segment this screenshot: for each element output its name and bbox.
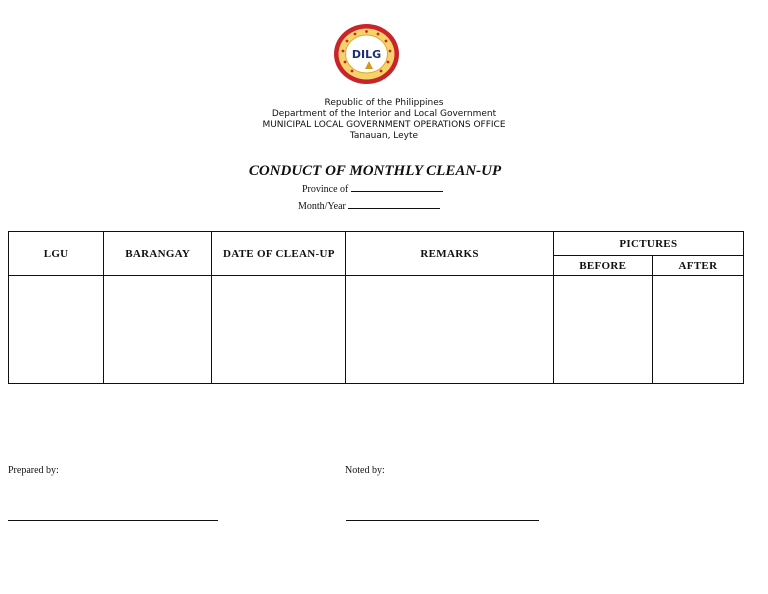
logo-text: DILG [351,48,382,61]
month-year-blank[interactable] [348,208,440,209]
col-header-remarks: REMARKS [346,232,553,276]
cell-lgu[interactable] [9,276,104,384]
noted-by-label: Noted by: [345,465,385,476]
col-header-pictures: PICTURES [553,232,743,256]
month-year-field [298,201,440,212]
col-header-lgu: LGU [9,232,104,276]
cell-before[interactable] [553,276,652,384]
prepared-by-label: Prepared by: [8,465,59,476]
col-header-date: DATE OF CLEAN-UP [212,232,346,276]
header-republic: Republic of the Philippines [324,98,444,108]
col-header-before: BEFORE [553,256,652,276]
noted-by-signature-line[interactable] [346,520,539,521]
month-year-label: Month/Year [298,201,346,212]
cell-remarks[interactable] [346,276,553,384]
form-title: CONDUCT OF MONTHLY CLEAN-UP [248,163,502,179]
cleanup-table [8,231,744,384]
province-blank[interactable] [351,191,443,192]
col-header-after: AFTER [652,256,743,276]
dilg-logo [333,23,400,85]
header-office: MUNICIPAL LOCAL GOVERNMENT OPERATIONS OFFICE [262,120,506,130]
cell-date[interactable] [212,276,346,384]
province-field [302,184,443,195]
header-department: Department of the Interior and Local Government [271,109,497,119]
cell-barangay[interactable] [104,276,212,384]
header-location: Tanauan, Leyte [349,131,419,141]
prepared-by-signature-line[interactable] [8,520,218,521]
table-row [9,276,744,384]
col-header-barangay: BARANGAY [104,232,212,276]
cell-after[interactable] [652,276,743,384]
province-label: Province of [302,184,349,195]
